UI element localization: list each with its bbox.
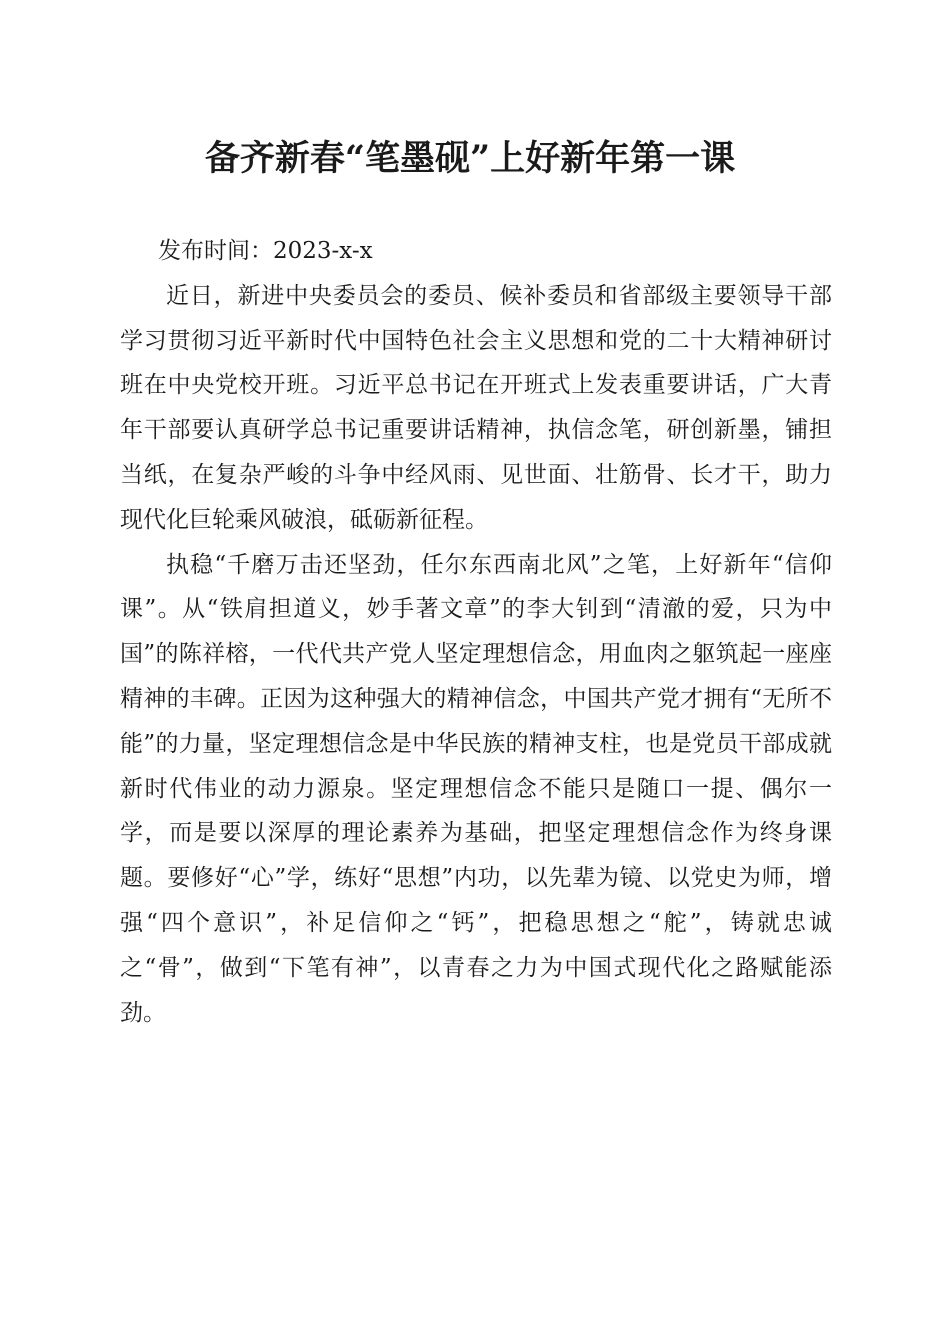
paragraph: 执稳“千磨万击还坚劲，任尔东西南北风”之笔，上好新年“信仰课”。从“铁肩担道义，妙手著文章”的李大钊到“清澈的爱，只为中国”的陈祥榕，一代代共产党人坚定理想信念，用血肉之躯筑起一座座精神的丰碑。正因为这种强大的精神信念，中国共产党才拥有“无所不能”的力量，坚定理想信念是中华民族的精神支柱，也是党员干部成就新时代伟业的动力源泉。坚定理想信念不能只是随口一提、偶尔一学，而是要以深厚的理论素养为基础，把坚定理想信念作为终身课题。要修好“心”学，练好“思想”内功，以先辈为镜、以党史为师，增强“四个意识”，补足信仰之“钙”，把稳思想之“舵”，铸就忠诚之“骨”，做到“下笔有神”，以青春之力为中国式现代化之路赋能添劲。 — [120, 551, 832, 1026]
document-body — [120, 229, 832, 1035]
paragraph: 近日，新进中央委员会的委员、候补委员和省部级主要领导干部学习贯彻习近平新时代中国特色社会主义思想和党的二十大精神研讨班在中央党校开班。习近平总书记在开班式上发表重要讲话，广大青年干部要认真研学总书记重要讲话精神，执信念笔，研创新墨，铺担当纸，在复杂严峻的斗争中经风雨、见世面、壮筋骨、长才干，助力现代化巨轮乘风破浪，砥砺新征程。 — [120, 282, 832, 533]
document-title: 备齐新春“笔墨砚”上好新年第一课 — [204, 138, 736, 179]
publish-date: 发布时间：2023-x-x — [158, 238, 373, 264]
